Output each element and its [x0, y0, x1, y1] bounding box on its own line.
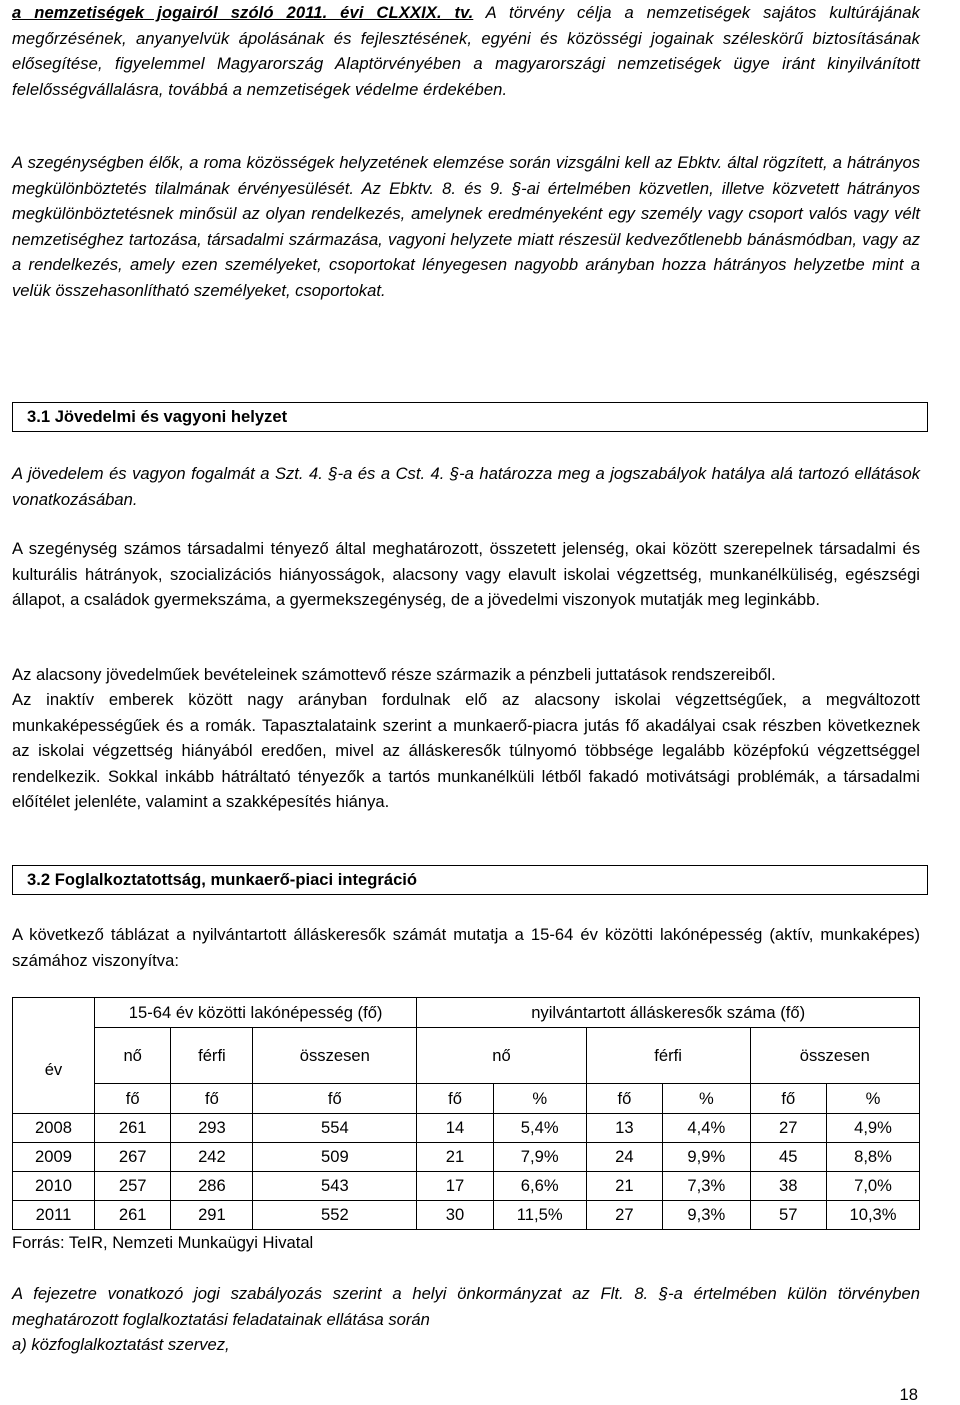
table-row: [13, 1114, 920, 1143]
table-cell: 9,3%: [663, 1201, 750, 1230]
table-cell: 21: [417, 1143, 493, 1172]
low-income-paragraph: Az alacsony jövedelműek bevételeinek számottevő része származik a pénzbeli juttatások rendszereiből.: [12, 665, 776, 684]
table-cell: 242: [171, 1143, 253, 1172]
col-header-year: év: [13, 1056, 95, 1084]
unit-cell: fő: [171, 1084, 253, 1114]
table-cell: 38: [750, 1172, 826, 1201]
unit-cell: fő: [417, 1084, 493, 1114]
table-source: Forrás: TeIR, Nemzeti Munkaügyi Hivatal: [12, 1233, 314, 1252]
table-cell: 10,3%: [827, 1201, 920, 1230]
table-cell: 291: [171, 1201, 253, 1230]
unit-cell: fő: [750, 1084, 826, 1114]
unit-cell: %: [827, 1084, 920, 1114]
table-row: [13, 1172, 920, 1201]
table-cell: 261: [94, 1201, 170, 1230]
table-cell: 7,3%: [663, 1172, 750, 1201]
table-cell: 509: [253, 1143, 417, 1172]
table-cell: 9,9%: [663, 1143, 750, 1172]
table-cell: 554: [253, 1114, 417, 1143]
table-cell: 24: [586, 1143, 662, 1172]
table-cell: 30: [417, 1201, 493, 1230]
table-cell: 552: [253, 1201, 417, 1230]
table-row: [13, 1201, 920, 1230]
table-cell: 261: [94, 1114, 170, 1143]
year-header-spacer: [13, 998, 95, 1056]
col-header-jobseeker-ferfi: férfi: [586, 1028, 750, 1084]
table-cell: 543: [253, 1172, 417, 1201]
law-reference: a nemzetiségek jogairól szóló 2011. évi CLXXIX. tv.: [12, 3, 474, 22]
table-cell: 6,6%: [493, 1172, 586, 1201]
table-cell: 11,5%: [493, 1201, 586, 1230]
section-number: 3.2: [27, 870, 51, 889]
table-cell: 13: [586, 1114, 662, 1143]
table-cell: 21: [586, 1172, 662, 1201]
table-cell: 2009: [13, 1143, 95, 1172]
unit-cell: fő: [94, 1084, 170, 1114]
unit-cell: %: [493, 1084, 586, 1114]
col-header-osszesen: összesen: [253, 1028, 417, 1084]
table-cell: 8,8%: [827, 1143, 920, 1172]
section-number: 3.1: [27, 407, 51, 426]
table-body: [13, 1114, 920, 1230]
section-title: Foglalkoztatottság, munkaerő-piaci integráció: [50, 870, 418, 889]
section-heading-3-1: [12, 402, 928, 432]
table-cell: 7,0%: [827, 1172, 920, 1201]
section-title: Jövedelmi és vagyoni helyzet: [50, 407, 288, 426]
col-header-jobseeker-osszesen: összesen: [750, 1028, 919, 1084]
table-cell: 286: [171, 1172, 253, 1201]
legal-regulation-paragraph: A fejezetre vonatkozó jogi szabályozás szerint a helyi önkormányzat az Flt. 8. §-a értelmében külön törvényben meghatározott foglalkoztatási feladatainak ellátása során: [12, 1284, 920, 1329]
table-cell: 27: [586, 1201, 662, 1230]
section-heading-3-2: [12, 865, 928, 895]
page-number: 18: [899, 1385, 918, 1404]
table-cell: 267: [94, 1143, 170, 1172]
jobseekers-group-header: nyilvántartott álláskeresők száma (fő): [417, 998, 920, 1028]
table-cell: 17: [417, 1172, 493, 1201]
table-cell: 2011: [13, 1201, 95, 1230]
table-cell: 4,4%: [663, 1114, 750, 1143]
table-cell: 257: [94, 1172, 170, 1201]
table-cell: 293: [171, 1114, 253, 1143]
table-cell: 14: [417, 1114, 493, 1143]
year-unit-empty: [13, 1084, 95, 1114]
population-group-header: 15-64 év közötti lakónépesség (fő): [94, 998, 416, 1028]
intro-text: A törvény célja a nemzetiségek sajátos kultúrájának megőrzésének, anyanyelvük ápolásának és fejlesztésének, egyéni és közösségi jogainak széleskörű biztosításának elősegítése, figyelemmel Magyarország Alaptörvényében a magyarországi nemzetiségek ügye iránt kinyilvánított felelősségvállalásra, továbbá a nemzetiségek védelme érdekében.: [12, 3, 921, 99]
table-cell: 2008: [13, 1114, 95, 1143]
table-intro-paragraph: A következő táblázat a nyilvántartott álláskeresők számát mutatja a 15-64 év közötti lakónépesség (aktív, munkaképes) számához viszonyítva:: [12, 925, 920, 970]
unit-cell: fő: [586, 1084, 662, 1114]
table-cell: 27: [750, 1114, 826, 1143]
table-cell: 57: [750, 1201, 826, 1230]
inactive-people-paragraph: Az inaktív emberek között nagy arányban fordulnak elő az alacsony iskolai végzettségűek, a megváltozott munkaképességűek és a romák. Tapasztalataink szerint a munkaerő-piacra jutás fő akadályai csak részben következnek az iskolai végzettség hiányából eredően, mivel az álláskeresők túlnyomó többsége legalább középfokú végzettséggel rendelkezik. Sokkal inkább hátráltató tényezők a tartós munkanélküli létből fakadó motivátsági problémák, a társadalmi előítélet jelenléte, valamint a szakképesítés hiánya.: [12, 690, 920, 811]
col-header-ferfi: férfi: [171, 1028, 253, 1084]
unit-cell: %: [663, 1084, 750, 1114]
list-item-a: a) közfoglalkoztatást szervez,: [12, 1335, 230, 1354]
table-row: [13, 1143, 920, 1172]
table-cell: 4,9%: [827, 1114, 920, 1143]
intro-paragraph: [12, 0, 920, 102]
employment-table: [12, 997, 920, 1230]
table-cell: 5,4%: [493, 1114, 586, 1143]
poverty-intro-paragraph: A szegénységben élők, a roma közösségek helyzetének elemzése során vizsgálni kell az Ebktv. által rögzített, a hátrányos megkülönböztetés tilalmának érvényesülését. Az Ebktv. 8. és 9. §-ai értelmében közvetlen, illetve közvetett hátrányos megkülönböztetésnek minősül az olyan rendelkezés, amelynek eredményeként egy személy vagy csoport valós vagy vélt nemzetiséghez tartozása, társadalmi származása, vagyoni helyzete miatt részesül kedvezőtlenebb bánásmódban, vagy az a rendelkezés, amely ezen személyeket, csoportokat lényegesen nagyobb arányban hozza hátrányos helyzetbe mint a velük összehasonlítható személyeket, csoportokat.: [12, 153, 920, 300]
table-cell: 45: [750, 1143, 826, 1172]
col-header-no: nő: [94, 1028, 170, 1084]
income-definition-paragraph: A jövedelem és vagyon fogalmát a Szt. 4. §-a és a Cst. 4. §-a határozza meg a jogszabályok hatálya alá tartozó ellátások vonatkozásában.: [12, 464, 920, 509]
table-cell: 7,9%: [493, 1143, 586, 1172]
unit-cell: fő: [253, 1084, 417, 1114]
table-cell: 2010: [13, 1172, 95, 1201]
poverty-factors-paragraph: A szegénység számos társadalmi tényező által meghatározott, összetett jelenség, okai között szerepelnek társadalmi és kulturális hátrányok, szocializációs hiányosságok, alacsony vagy elavult iskolai végzettség, munkanélküliség, egészségi állapot, a családok gyermekszáma, a gyermekszegénység, de a jövedelmi viszonyok mutatják meg leginkább.: [12, 539, 920, 609]
col-header-jobseeker-no: nő: [417, 1028, 586, 1084]
